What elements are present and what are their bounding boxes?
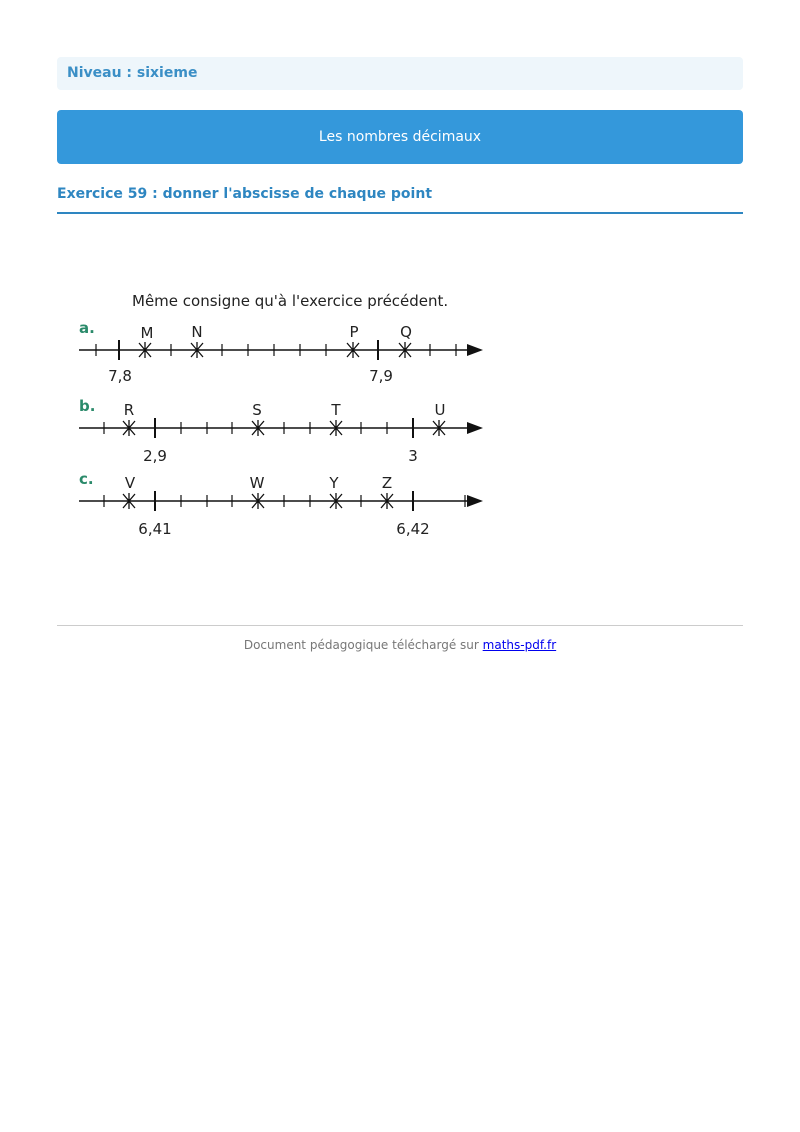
point-label-Q: Q [400, 323, 412, 341]
value-label-end: 7,9 [369, 367, 393, 385]
point-label-Y: Y [329, 474, 339, 492]
value-label-start: 7,8 [108, 367, 132, 385]
number-line-c [79, 470, 483, 538]
footer [57, 638, 743, 652]
point-label-T: T [331, 401, 341, 419]
footer-text: Document pédagogique téléchargé sur [243, 638, 479, 652]
chapter-title-bar [57, 110, 743, 164]
value-label-end: 3 [408, 447, 418, 465]
number-lines-figure [75, 285, 505, 555]
value-label-start: 2,9 [143, 447, 167, 465]
line-label: a. [79, 319, 95, 337]
number-line-b [79, 397, 483, 465]
number-line-a [79, 319, 483, 385]
exercise-title: Exercice 59 : donner l'abscisse de chaque point [57, 186, 433, 202]
line-label: c. [79, 470, 94, 488]
point-label-U: U [434, 401, 446, 419]
point-label-M: M [140, 324, 154, 342]
point-label-S: S [252, 401, 262, 419]
arrow-head [467, 422, 483, 434]
point-label-R: R [123, 401, 135, 419]
exercise-figure [75, 285, 505, 555]
line-label: b. [79, 397, 96, 415]
point-label-Z: Z [381, 474, 393, 492]
point-label-V: V [124, 474, 136, 492]
chapter-title: Les nombres décimaux [318, 129, 482, 145]
level-text: Niveau : sixieme [67, 65, 198, 81]
arrow-head [467, 344, 483, 356]
point-label-W: W [249, 474, 265, 492]
point-label-N: N [191, 323, 203, 341]
level-banner [57, 57, 743, 90]
footer-divider [57, 625, 743, 626]
value-label-end: 6,42 [396, 520, 430, 538]
point-label-P: P [349, 323, 359, 341]
footer-link[interactable]: maths-pdf.fr [482, 638, 557, 652]
exercise-title-underline [57, 212, 743, 214]
instruction-text: Même consigne qu'à l'exercice précédent. [132, 292, 449, 310]
value-label-start: 6,41 [138, 520, 172, 538]
arrow-head [467, 495, 483, 507]
